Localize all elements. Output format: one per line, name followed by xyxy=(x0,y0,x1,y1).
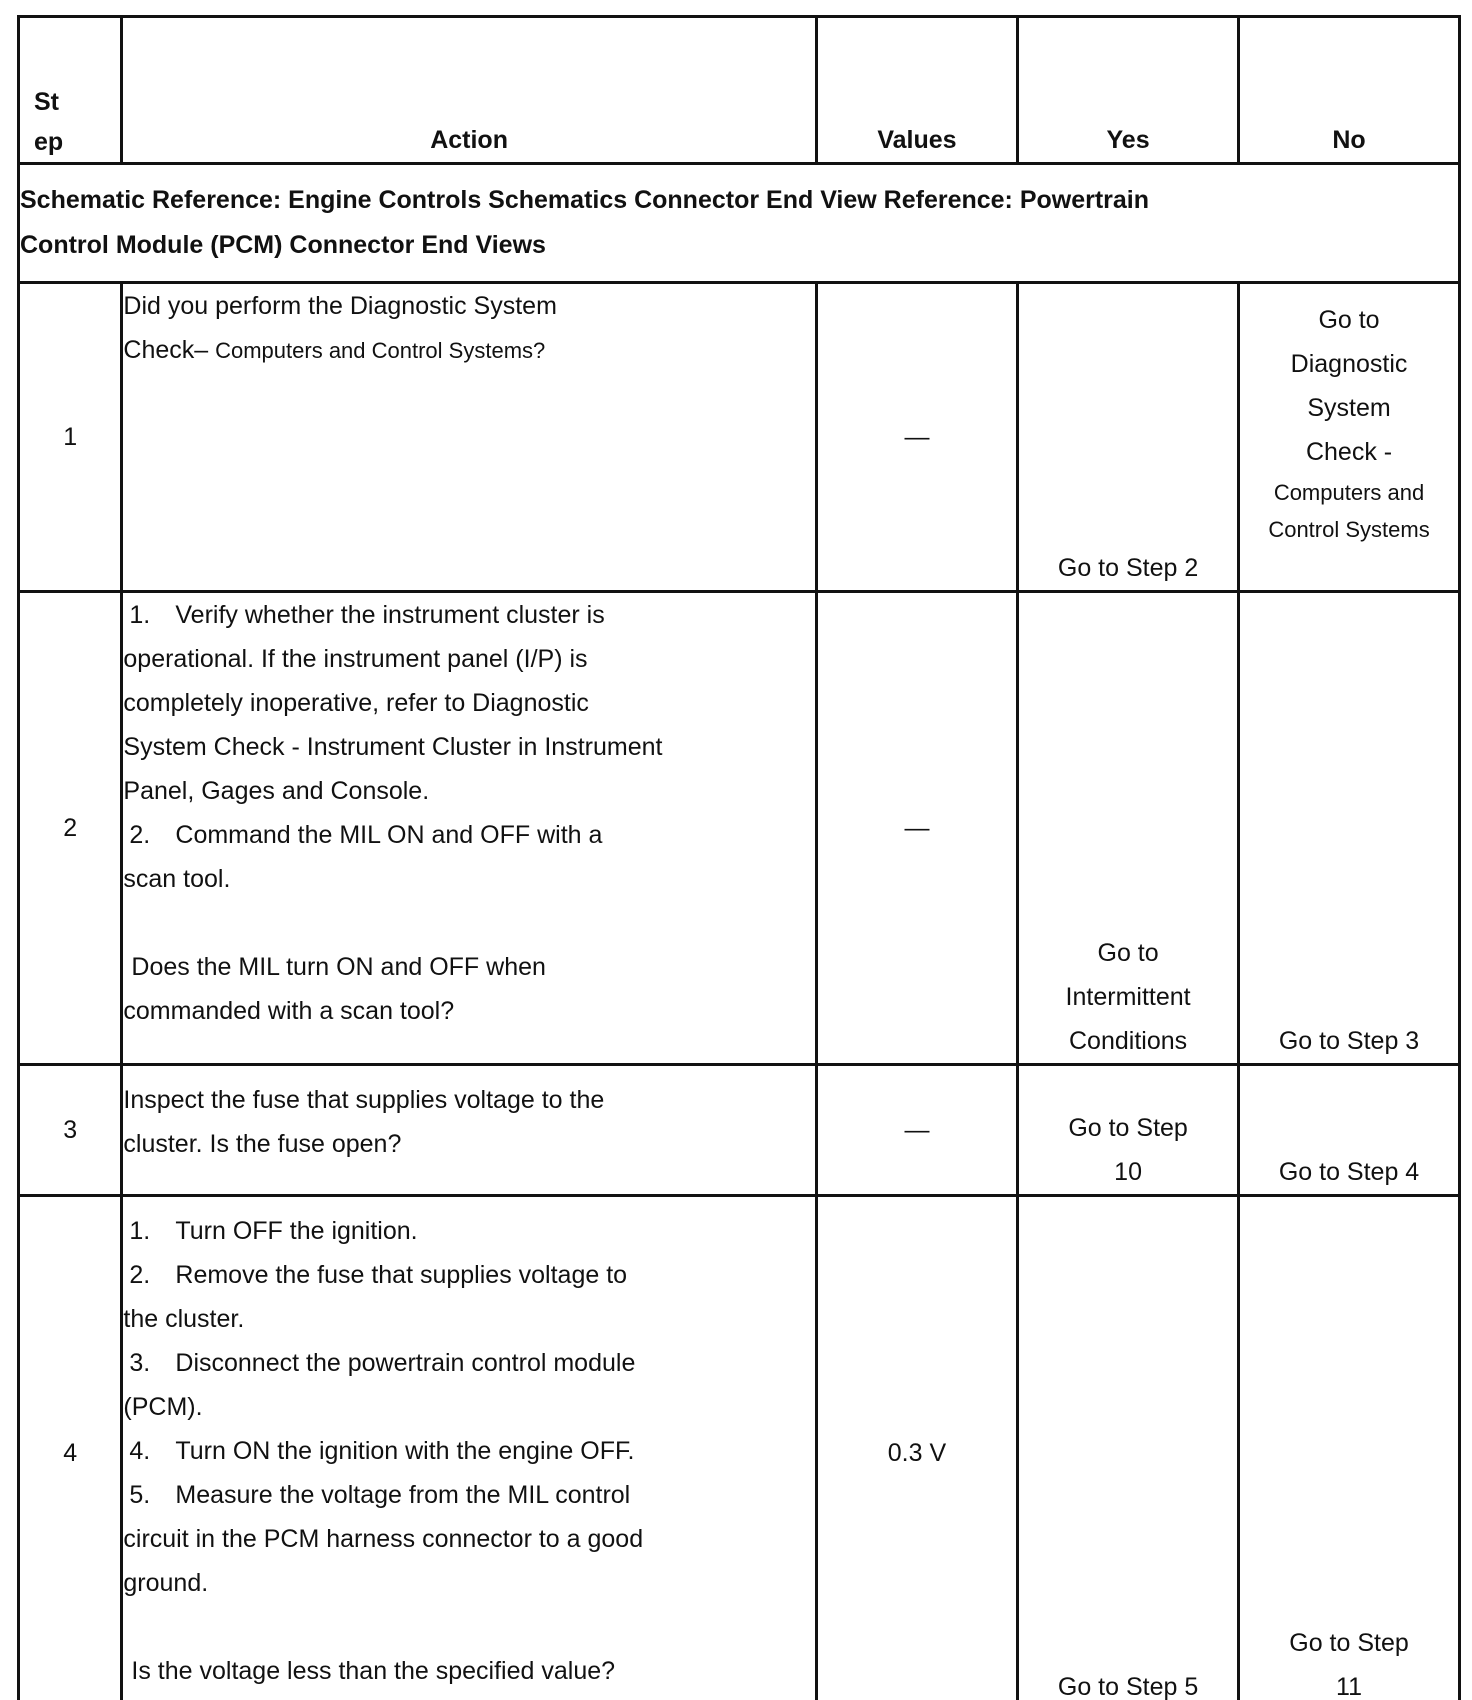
no-text: 11 xyxy=(1336,1673,1362,1700)
step-number: 2 xyxy=(19,592,122,1065)
action-line: Did you perform the Diagnostic System xyxy=(123,292,557,320)
no-text: Go to Step xyxy=(1289,1629,1409,1657)
no-cell xyxy=(1239,283,1460,592)
action-question: Is the voltage less than the specified value? xyxy=(131,1657,616,1685)
yes-text: Conditions xyxy=(1069,1027,1188,1055)
yes-column-header: Yes xyxy=(1018,17,1239,164)
action-text: Turn ON the ignition with the engine OFF. xyxy=(175,1437,635,1465)
action-line: the cluster. xyxy=(123,1305,245,1333)
action-line xyxy=(123,328,814,373)
action-line: ground. xyxy=(123,1569,209,1597)
substep-number: 1. xyxy=(129,1217,151,1245)
no-text: Diagnostic xyxy=(1290,350,1408,378)
value-cell: — xyxy=(816,592,1017,1065)
action-text: Turn OFF the ignition. xyxy=(175,1217,418,1245)
action-line: System Check - Instrument Cluster in Instrument xyxy=(123,733,663,761)
action-line xyxy=(123,1209,814,1253)
schematic-reference xyxy=(19,164,1460,283)
value-cell: — xyxy=(816,1065,1017,1196)
step-header-line-1: St xyxy=(34,88,59,116)
yes-text: Go to Step xyxy=(1068,1114,1188,1142)
action-question: Does the MIL turn ON and OFF when xyxy=(131,953,546,981)
substep-number: 2. xyxy=(129,1261,151,1289)
no-text: Check - xyxy=(1305,438,1393,466)
yes-cell xyxy=(1018,592,1239,1065)
action-line: Panel, Gages and Console. xyxy=(123,777,430,805)
yes-cell: Go to Step 2 xyxy=(1018,283,1239,592)
schematic-reference-row xyxy=(19,164,1460,283)
action-cell xyxy=(122,283,816,592)
action-text: Measure the voltage from the MIL control xyxy=(175,1481,631,1509)
action-line: circuit in the PCM harness connector to a good xyxy=(123,1525,644,1553)
action-cell xyxy=(122,1196,816,1700)
action-line: Inspect the fuse that supplies voltage to the xyxy=(123,1086,605,1114)
no-cell: Go to Step 3 xyxy=(1239,592,1460,1065)
diagnostic-table xyxy=(17,15,1461,1700)
substep-number: 3. xyxy=(129,1349,151,1377)
substep-number: 2. xyxy=(129,821,151,849)
yes-text: Intermittent xyxy=(1065,983,1191,1011)
substep-number: 5. xyxy=(129,1481,151,1509)
table-row xyxy=(19,592,1460,1065)
document-page xyxy=(17,15,1461,1700)
no-column-header: No xyxy=(1239,17,1460,164)
yes-cell xyxy=(1018,1065,1239,1196)
action-cell xyxy=(122,1065,816,1196)
action-line xyxy=(123,1473,814,1517)
value-cell: 0.3 V xyxy=(816,1196,1017,1700)
header-row xyxy=(19,17,1460,164)
substep-number: 1. xyxy=(129,601,151,629)
yes-cell: Go to Step 5 xyxy=(1018,1196,1239,1700)
no-text: Control Systems xyxy=(1268,517,1430,542)
action-text: Verify whether the instrument cluster is xyxy=(175,601,605,629)
action-line xyxy=(123,1341,814,1385)
action-text: Check– xyxy=(123,336,216,364)
action-column-header: Action xyxy=(122,17,816,164)
values-column-header: Values xyxy=(816,17,1017,164)
step-column-header xyxy=(19,17,122,164)
action-text: Computers and Control Systems? xyxy=(215,338,546,363)
yes-text: Go to xyxy=(1097,939,1159,967)
no-text: Go to xyxy=(1318,306,1380,334)
value-cell: — xyxy=(816,283,1017,592)
no-text: Computers and xyxy=(1273,480,1425,505)
action-line: scan tool. xyxy=(123,865,231,893)
reference-line-2: Control Module (PCM) Connector End Views xyxy=(20,231,546,259)
step-header-line-2: ep xyxy=(34,128,64,156)
action-line: (PCM). xyxy=(123,1393,203,1421)
yes-text: 10 xyxy=(1114,1158,1142,1186)
action-line: cluster. Is the fuse open? xyxy=(123,1130,402,1158)
substep-number: 4. xyxy=(129,1437,151,1465)
reference-line-1: Schematic Reference: Engine Controls Schematics Connector End View Reference: Powertrain xyxy=(20,186,1150,214)
action-line: completely inoperative, refer to Diagnostic xyxy=(123,689,589,717)
table-row xyxy=(19,1196,1460,1700)
action-line xyxy=(123,1253,814,1297)
action-line xyxy=(123,813,814,857)
no-cell xyxy=(1239,1196,1460,1700)
table-row xyxy=(19,1065,1460,1196)
step-number: 3 xyxy=(19,1065,122,1196)
table-row xyxy=(19,283,1460,592)
action-line xyxy=(123,1429,814,1473)
action-cell xyxy=(122,592,816,1065)
action-text: Remove the fuse that supplies voltage to xyxy=(175,1261,628,1289)
step-number: 1 xyxy=(19,283,122,592)
action-line xyxy=(123,593,814,637)
action-text: Command the MIL ON and OFF with a xyxy=(175,821,603,849)
action-line: operational. If the instrument panel (I/P) is xyxy=(123,645,588,673)
action-text: Disconnect the powertrain control module xyxy=(175,1349,636,1377)
step-number: 4 xyxy=(19,1196,122,1700)
no-cell: Go to Step 4 xyxy=(1239,1065,1460,1196)
action-question: commanded with a scan tool? xyxy=(123,997,455,1025)
no-text: System xyxy=(1307,394,1391,422)
